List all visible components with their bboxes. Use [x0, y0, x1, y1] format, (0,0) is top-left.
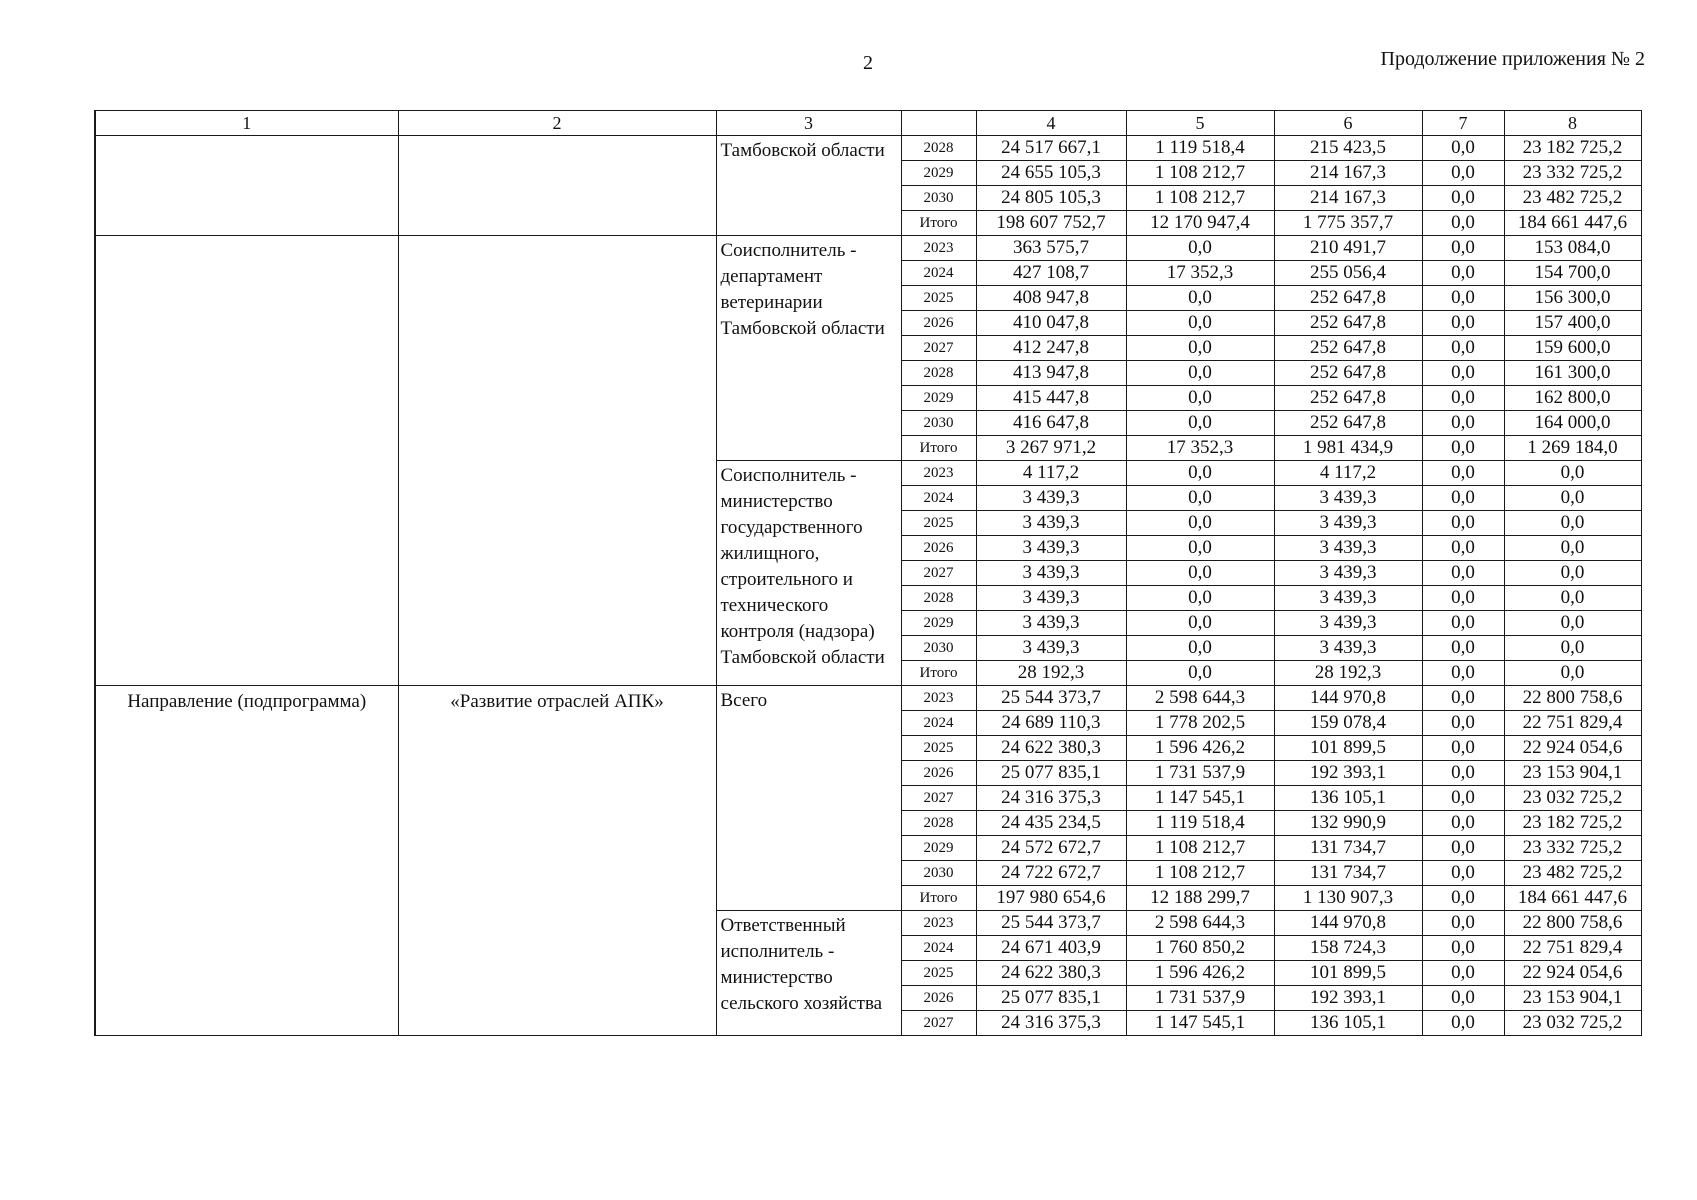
col6-cell: 252 647,8	[1274, 361, 1422, 386]
col7-cell: 0,0	[1422, 261, 1504, 286]
year-cell: 2027	[901, 561, 976, 586]
col8-cell: 0,0	[1504, 561, 1641, 586]
col6-cell: 252 647,8	[1274, 386, 1422, 411]
year-cell: 2028	[901, 586, 976, 611]
year-cell: 2023	[901, 686, 976, 711]
col5-cell: 1 108 212,7	[1126, 861, 1274, 886]
col7-cell: 0,0	[1422, 136, 1504, 161]
col7-cell: 0,0	[1422, 811, 1504, 836]
col4-cell: 24 722 672,7	[976, 861, 1126, 886]
col8-cell: 0,0	[1504, 661, 1641, 686]
col6-cell: 214 167,3	[1274, 161, 1422, 186]
header-cell-7: 7	[1422, 111, 1504, 136]
col4-cell: 198 607 752,7	[976, 211, 1126, 236]
col6-cell: 252 647,8	[1274, 336, 1422, 361]
col3-cell: Тамбовской области	[716, 136, 901, 236]
year-cell: Итого	[901, 436, 976, 461]
col8-cell: 161 300,0	[1504, 361, 1641, 386]
year-cell: 2023	[901, 461, 976, 486]
header-cell-year	[901, 111, 976, 136]
col8-cell: 184 661 447,6	[1504, 886, 1641, 911]
col5-cell: 2 598 644,3	[1126, 686, 1274, 711]
col6-cell: 28 192,3	[1274, 661, 1422, 686]
year-cell: Итого	[901, 211, 976, 236]
col5-cell: 0,0	[1126, 386, 1274, 411]
col5-cell: 12 170 947,4	[1126, 211, 1274, 236]
col1-cell	[95, 136, 398, 236]
col4-cell: 25 077 835,1	[976, 986, 1126, 1011]
continuation-title: Продолжение приложения № 2	[1380, 48, 1645, 70]
year-cell: 2024	[901, 711, 976, 736]
year-cell: 2030	[901, 861, 976, 886]
col4-cell: 3 439,3	[976, 536, 1126, 561]
col6-cell: 252 647,8	[1274, 311, 1422, 336]
col6-cell: 131 734,7	[1274, 861, 1422, 886]
col4-cell: 3 267 971,2	[976, 436, 1126, 461]
col6-cell: 101 899,5	[1274, 961, 1422, 986]
col6-cell: 101 899,5	[1274, 736, 1422, 761]
col8-cell: 0,0	[1504, 536, 1641, 561]
col4-cell: 25 077 835,1	[976, 761, 1126, 786]
col6-cell: 3 439,3	[1274, 486, 1422, 511]
col4-cell: 24 689 110,3	[976, 711, 1126, 736]
col1-cell: Направление (подпрограмма)	[95, 686, 398, 1036]
col8-cell: 22 751 829,4	[1504, 711, 1641, 736]
col4-cell: 24 435 234,5	[976, 811, 1126, 836]
col7-cell: 0,0	[1422, 911, 1504, 936]
year-cell: 2028	[901, 361, 976, 386]
col8-cell: 22 924 054,6	[1504, 736, 1641, 761]
col5-cell: 0,0	[1126, 286, 1274, 311]
col5-cell: 0,0	[1126, 661, 1274, 686]
header-cell-2: 2	[398, 111, 716, 136]
col8-cell: 0,0	[1504, 586, 1641, 611]
col8-cell: 23 032 725,2	[1504, 786, 1641, 811]
col8-cell: 0,0	[1504, 611, 1641, 636]
col7-cell: 0,0	[1422, 986, 1504, 1011]
col2-cell	[398, 236, 716, 686]
year-cell: 2023	[901, 911, 976, 936]
col3-cell: Соисполнитель - министерство государственного жилищного, строительного и технического контроля (надзора) Тамбовской области	[716, 461, 901, 686]
col5-cell: 1 731 537,9	[1126, 761, 1274, 786]
col7-cell: 0,0	[1422, 286, 1504, 311]
col5-cell: 0,0	[1126, 536, 1274, 561]
col5-cell: 0,0	[1126, 236, 1274, 261]
col8-cell: 23 153 904,1	[1504, 761, 1641, 786]
col5-cell: 0,0	[1126, 486, 1274, 511]
col8-cell: 154 700,0	[1504, 261, 1641, 286]
col7-cell: 0,0	[1422, 636, 1504, 661]
col6-cell: 144 970,8	[1274, 686, 1422, 711]
col7-cell: 0,0	[1422, 1011, 1504, 1036]
col8-cell: 1 269 184,0	[1504, 436, 1641, 461]
col6-cell: 3 439,3	[1274, 611, 1422, 636]
col6-cell: 131 734,7	[1274, 836, 1422, 861]
col4-cell: 363 575,7	[976, 236, 1126, 261]
col5-cell: 1 760 850,2	[1126, 936, 1274, 961]
col7-cell: 0,0	[1422, 336, 1504, 361]
col5-cell: 0,0	[1126, 636, 1274, 661]
year-cell: 2029	[901, 386, 976, 411]
col4-cell: 3 439,3	[976, 586, 1126, 611]
col6-cell: 192 393,1	[1274, 986, 1422, 1011]
col7-cell: 0,0	[1422, 861, 1504, 886]
col7-cell: 0,0	[1422, 161, 1504, 186]
col4-cell: 412 247,8	[976, 336, 1126, 361]
col5-cell: 17 352,3	[1126, 261, 1274, 286]
col3-cell: Ответственный исполнитель - министерство сельского хозяйства	[716, 911, 901, 1036]
year-cell: 2029	[901, 611, 976, 636]
col7-cell: 0,0	[1422, 311, 1504, 336]
col6-cell: 3 439,3	[1274, 636, 1422, 661]
col8-cell: 23 482 725,2	[1504, 186, 1641, 211]
col4-cell: 25 544 373,7	[976, 686, 1126, 711]
col8-cell: 184 661 447,6	[1504, 211, 1641, 236]
col5-cell: 1 108 212,7	[1126, 186, 1274, 211]
table-row	[95, 136, 1641, 161]
col7-cell: 0,0	[1422, 886, 1504, 911]
col6-cell: 1 981 434,9	[1274, 436, 1422, 461]
col5-cell: 1 119 518,4	[1126, 811, 1274, 836]
col7-cell: 0,0	[1422, 461, 1504, 486]
col4-cell: 3 439,3	[976, 636, 1126, 661]
col6-cell: 158 724,3	[1274, 936, 1422, 961]
col6-cell: 192 393,1	[1274, 761, 1422, 786]
col5-cell: 1 596 426,2	[1126, 736, 1274, 761]
table-row	[95, 236, 1641, 261]
col4-cell: 25 544 373,7	[976, 911, 1126, 936]
col8-cell: 164 000,0	[1504, 411, 1641, 436]
year-cell: 2024	[901, 486, 976, 511]
col8-cell: 22 800 758,6	[1504, 686, 1641, 711]
year-cell: 2025	[901, 736, 976, 761]
col4-cell: 3 439,3	[976, 611, 1126, 636]
year-cell: 2027	[901, 786, 976, 811]
col5-cell: 1 731 537,9	[1126, 986, 1274, 1011]
col6-cell: 215 423,5	[1274, 136, 1422, 161]
col8-cell: 23 482 725,2	[1504, 861, 1641, 886]
col8-cell: 23 153 904,1	[1504, 986, 1641, 1011]
col4-cell: 197 980 654,6	[976, 886, 1126, 911]
col6-cell: 132 990,9	[1274, 811, 1422, 836]
col5-cell: 0,0	[1126, 511, 1274, 536]
col8-cell: 0,0	[1504, 511, 1641, 536]
header-cell-6: 6	[1274, 111, 1422, 136]
col5-cell: 0,0	[1126, 361, 1274, 386]
col7-cell: 0,0	[1422, 786, 1504, 811]
col5-cell: 0,0	[1126, 461, 1274, 486]
col7-cell: 0,0	[1422, 711, 1504, 736]
col7-cell: 0,0	[1422, 936, 1504, 961]
col7-cell: 0,0	[1422, 486, 1504, 511]
col6-cell: 159 078,4	[1274, 711, 1422, 736]
col4-cell: 408 947,8	[976, 286, 1126, 311]
col2-cell	[398, 136, 716, 236]
year-cell: 2026	[901, 986, 976, 1011]
col7-cell: 0,0	[1422, 386, 1504, 411]
col4-cell: 427 108,7	[976, 261, 1126, 286]
year-cell: 2024	[901, 261, 976, 286]
year-cell: 2025	[901, 286, 976, 311]
year-cell: 2030	[901, 636, 976, 661]
col7-cell: 0,0	[1422, 761, 1504, 786]
col8-cell: 157 400,0	[1504, 311, 1641, 336]
col4-cell: 24 517 667,1	[976, 136, 1126, 161]
year-cell: 2029	[901, 161, 976, 186]
col6-cell: 252 647,8	[1274, 411, 1422, 436]
col4-cell: 24 316 375,3	[976, 1011, 1126, 1036]
col4-cell: 413 947,8	[976, 361, 1126, 386]
year-cell: 2027	[901, 1011, 976, 1036]
col6-cell: 3 439,3	[1274, 511, 1422, 536]
col5-cell: 0,0	[1126, 611, 1274, 636]
col8-cell: 23 332 725,2	[1504, 836, 1641, 861]
col6-cell: 136 105,1	[1274, 786, 1422, 811]
year-cell: 2030	[901, 411, 976, 436]
year-cell: 2028	[901, 811, 976, 836]
col4-cell: 416 647,8	[976, 411, 1126, 436]
col4-cell: 3 439,3	[976, 486, 1126, 511]
year-cell: 2030	[901, 186, 976, 211]
col4-cell: 24 671 403,9	[976, 936, 1126, 961]
col6-cell: 136 105,1	[1274, 1011, 1422, 1036]
col8-cell: 162 800,0	[1504, 386, 1641, 411]
col5-cell: 0,0	[1126, 586, 1274, 611]
col6-cell: 1 130 907,3	[1274, 886, 1422, 911]
col5-cell: 0,0	[1126, 311, 1274, 336]
col4-cell: 24 316 375,3	[976, 786, 1126, 811]
col6-cell: 1 775 357,7	[1274, 211, 1422, 236]
col4-cell: 24 622 380,3	[976, 961, 1126, 986]
year-cell: 2028	[901, 136, 976, 161]
col5-cell: 2 598 644,3	[1126, 911, 1274, 936]
year-cell: 2026	[901, 761, 976, 786]
col8-cell: 22 800 758,6	[1504, 911, 1641, 936]
col8-cell: 0,0	[1504, 636, 1641, 661]
year-cell: 2025	[901, 961, 976, 986]
col6-cell: 210 491,7	[1274, 236, 1422, 261]
col8-cell: 159 600,0	[1504, 336, 1641, 361]
col7-cell: 0,0	[1422, 611, 1504, 636]
col7-cell: 0,0	[1422, 836, 1504, 861]
col4-cell: 410 047,8	[976, 311, 1126, 336]
col7-cell: 0,0	[1422, 436, 1504, 461]
col5-cell: 12 188 299,7	[1126, 886, 1274, 911]
col6-cell: 214 167,3	[1274, 186, 1422, 211]
col8-cell: 23 332 725,2	[1504, 161, 1641, 186]
col4-cell: 24 572 672,7	[976, 836, 1126, 861]
header-cell-3: 3	[716, 111, 901, 136]
col1-cell	[95, 236, 398, 686]
col4-cell: 3 439,3	[976, 511, 1126, 536]
year-cell: 2025	[901, 511, 976, 536]
col4-cell: 415 447,8	[976, 386, 1126, 411]
header-cell-5: 5	[1126, 111, 1274, 136]
col8-cell: 0,0	[1504, 461, 1641, 486]
col3-cell: Соисполнитель - департамент ветеринарии Тамбовской области	[716, 236, 901, 461]
year-cell: 2026	[901, 311, 976, 336]
col7-cell: 0,0	[1422, 586, 1504, 611]
col5-cell: 17 352,3	[1126, 436, 1274, 461]
year-cell: Итого	[901, 661, 976, 686]
year-cell: 2024	[901, 936, 976, 961]
col7-cell: 0,0	[1422, 186, 1504, 211]
table-row	[95, 686, 1641, 711]
col2-cell: «Развитие отраслей АПК»	[398, 686, 716, 1036]
page-number: 2	[863, 52, 873, 74]
col7-cell: 0,0	[1422, 361, 1504, 386]
col7-cell: 0,0	[1422, 536, 1504, 561]
col6-cell: 3 439,3	[1274, 536, 1422, 561]
col4-cell: 28 192,3	[976, 661, 1126, 686]
header-cell-8: 8	[1504, 111, 1641, 136]
col7-cell: 0,0	[1422, 211, 1504, 236]
col5-cell: 1 108 212,7	[1126, 836, 1274, 861]
col7-cell: 0,0	[1422, 236, 1504, 261]
col6-cell: 252 647,8	[1274, 286, 1422, 311]
col7-cell: 0,0	[1422, 736, 1504, 761]
col8-cell: 0,0	[1504, 486, 1641, 511]
col4-cell: 24 655 105,3	[976, 161, 1126, 186]
header-cell-4: 4	[976, 111, 1126, 136]
year-cell: Итого	[901, 886, 976, 911]
col5-cell: 1 147 545,1	[1126, 786, 1274, 811]
col4-cell: 4 117,2	[976, 461, 1126, 486]
year-cell: 2027	[901, 336, 976, 361]
col6-cell: 3 439,3	[1274, 586, 1422, 611]
col8-cell: 23 032 725,2	[1504, 1011, 1641, 1036]
col6-cell: 3 439,3	[1274, 561, 1422, 586]
table-body	[95, 111, 1641, 1036]
col4-cell: 24 622 380,3	[976, 736, 1126, 761]
header-row	[95, 111, 1641, 136]
col8-cell: 153 084,0	[1504, 236, 1641, 261]
col7-cell: 0,0	[1422, 511, 1504, 536]
year-cell: 2026	[901, 536, 976, 561]
col7-cell: 0,0	[1422, 686, 1504, 711]
col8-cell: 156 300,0	[1504, 286, 1641, 311]
budget-table	[94, 110, 1642, 1036]
col8-cell: 23 182 725,2	[1504, 136, 1641, 161]
col7-cell: 0,0	[1422, 411, 1504, 436]
col5-cell: 1 119 518,4	[1126, 136, 1274, 161]
year-cell: 2029	[901, 836, 976, 861]
col7-cell: 0,0	[1422, 961, 1504, 986]
col8-cell: 22 924 054,6	[1504, 961, 1641, 986]
col7-cell: 0,0	[1422, 561, 1504, 586]
col5-cell: 0,0	[1126, 561, 1274, 586]
col5-cell: 1 108 212,7	[1126, 161, 1274, 186]
year-cell: 2023	[901, 236, 976, 261]
col7-cell: 0,0	[1422, 661, 1504, 686]
col5-cell: 1 596 426,2	[1126, 961, 1274, 986]
col4-cell: 24 805 105,3	[976, 186, 1126, 211]
col8-cell: 23 182 725,2	[1504, 811, 1641, 836]
col5-cell: 1 778 202,5	[1126, 711, 1274, 736]
col8-cell: 22 751 829,4	[1504, 936, 1641, 961]
header-cell-1: 1	[95, 111, 398, 136]
col5-cell: 0,0	[1126, 411, 1274, 436]
col6-cell: 4 117,2	[1274, 461, 1422, 486]
col6-cell: 255 056,4	[1274, 261, 1422, 286]
col5-cell: 1 147 545,1	[1126, 1011, 1274, 1036]
col4-cell: 3 439,3	[976, 561, 1126, 586]
col5-cell: 0,0	[1126, 336, 1274, 361]
col6-cell: 144 970,8	[1274, 911, 1422, 936]
col3-cell: Всего	[716, 686, 901, 911]
